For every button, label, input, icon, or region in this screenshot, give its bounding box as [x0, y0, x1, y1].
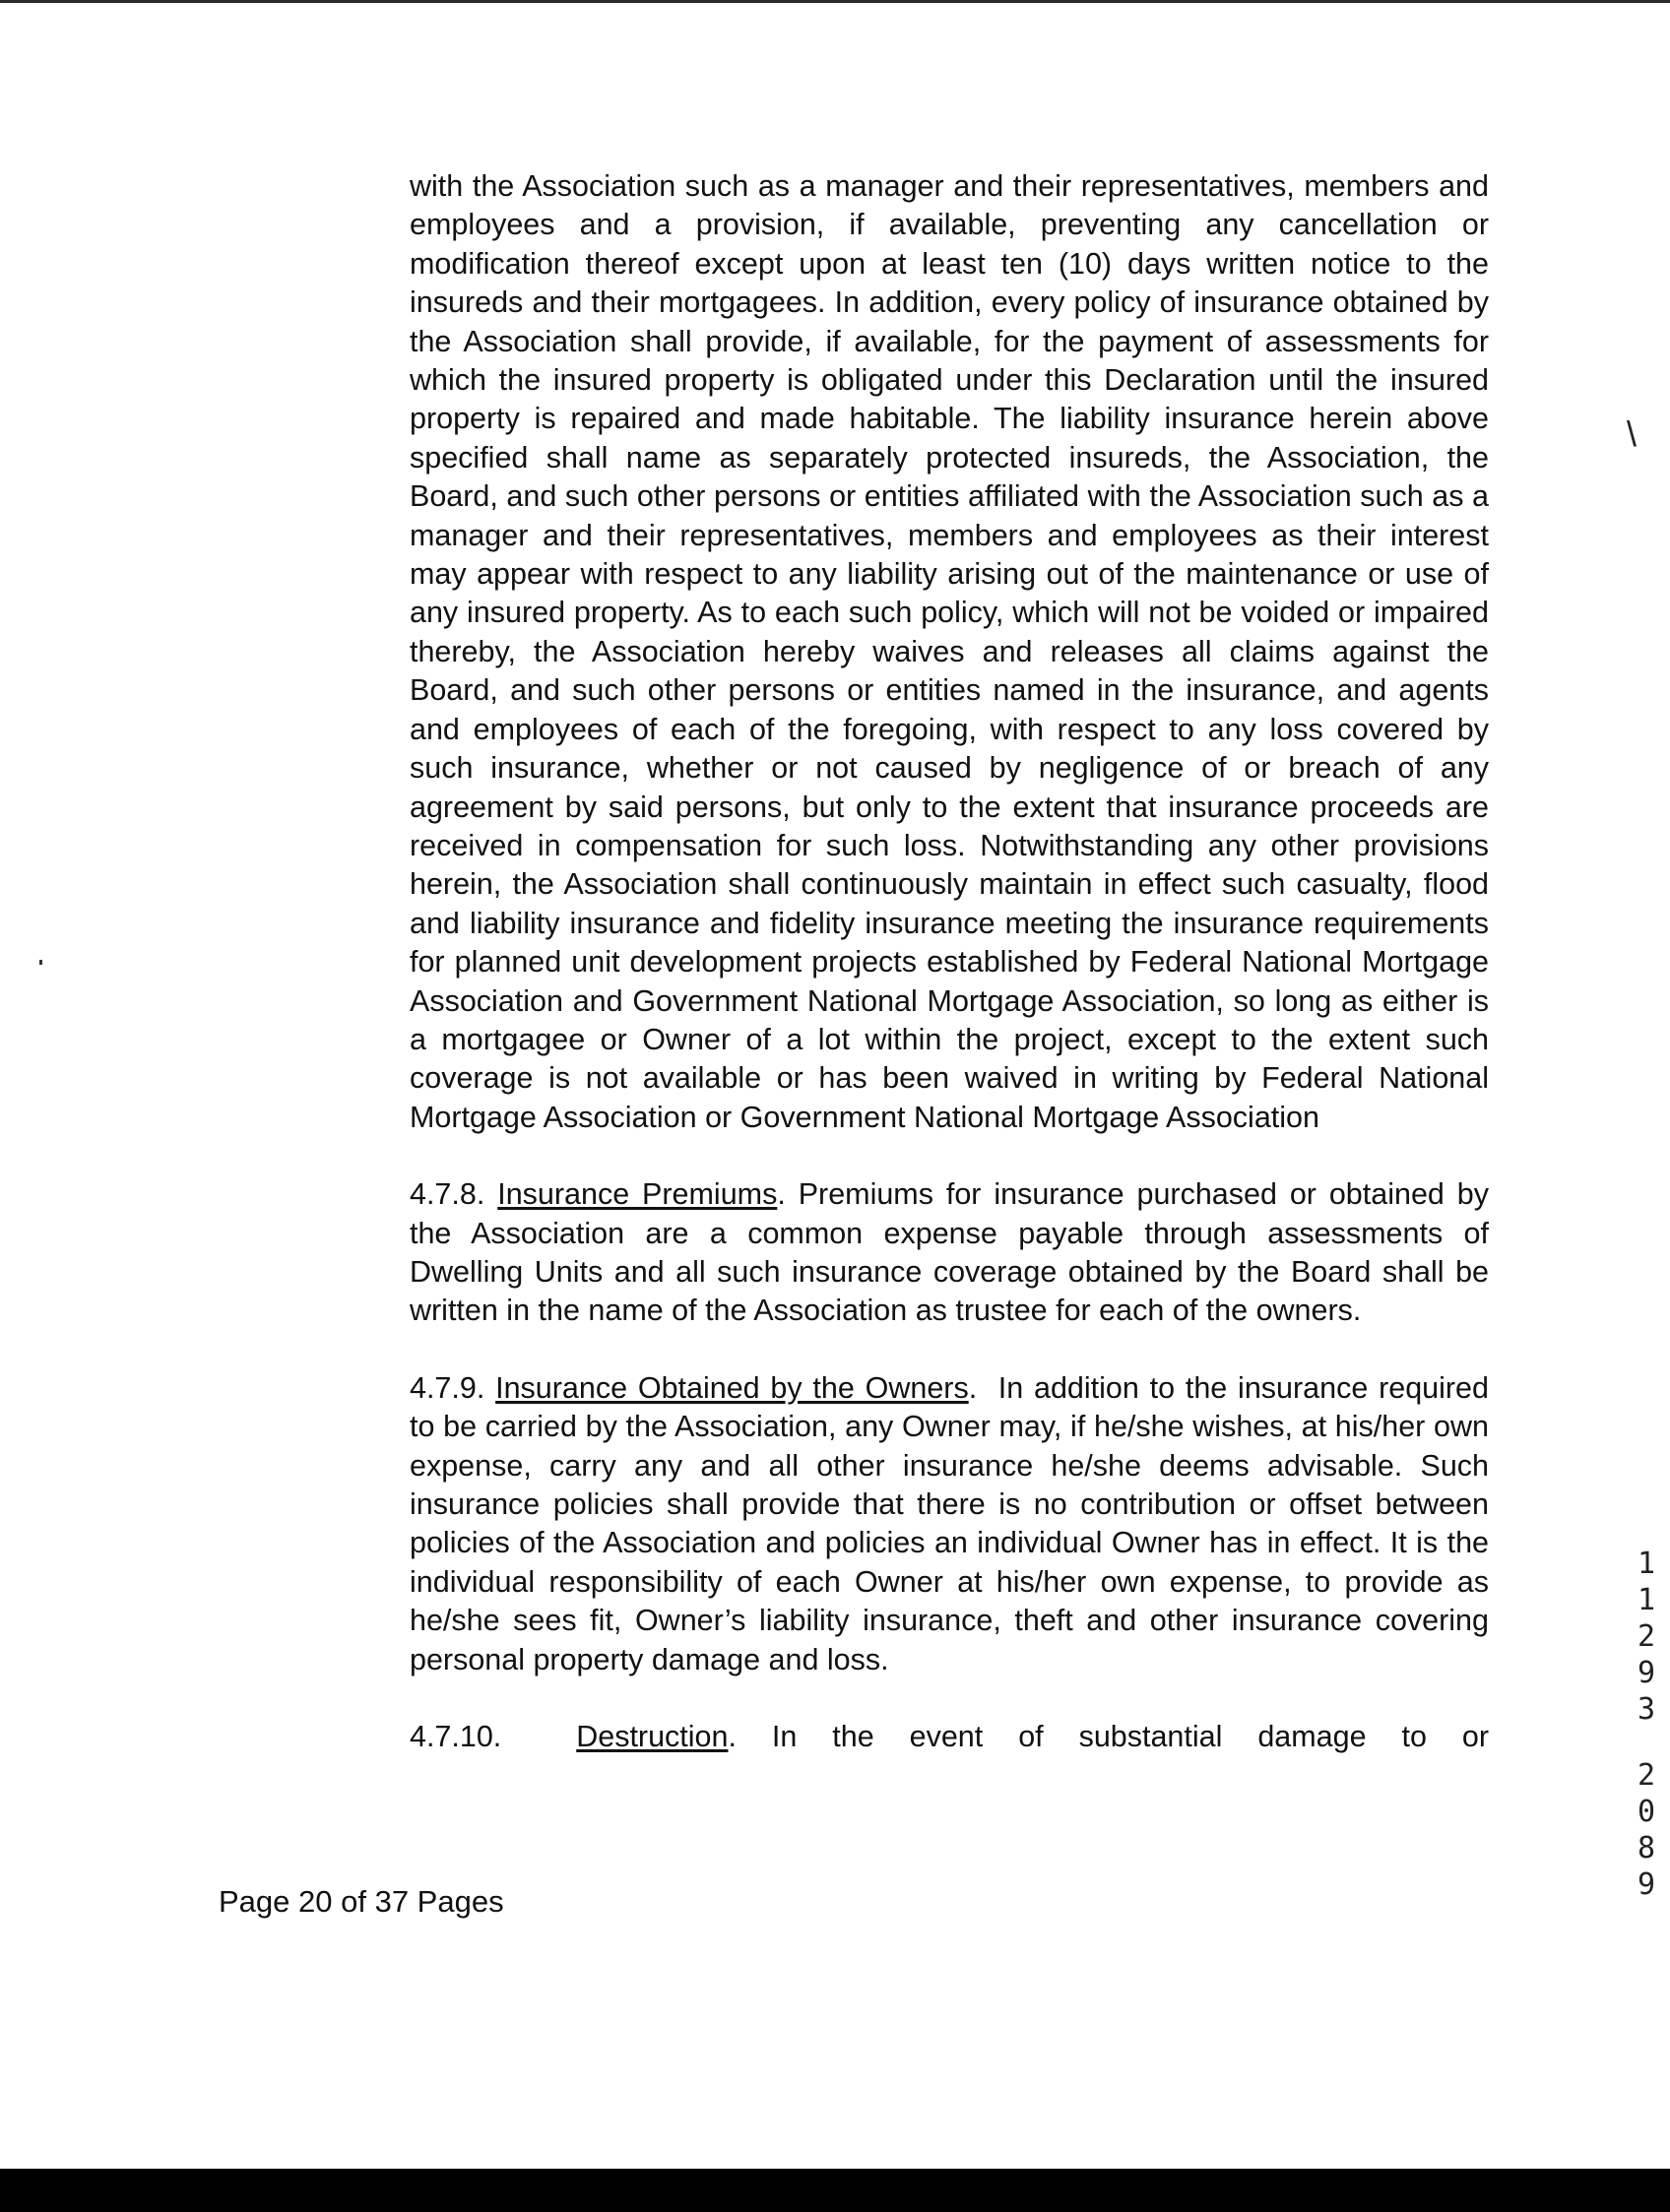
section-word: to — [1401, 1720, 1427, 1754]
stamp-digit: 9 — [1637, 1656, 1656, 1690]
stamp-digit: 2 — [1637, 1758, 1656, 1793]
section-4-7-8: 4.7.8. Insurance Premiums. Premiums for insurance purchased or obtained by the Association are a common expense payable through assessments of Dwelling Units and all such insurance coverage obtained by the Board shall be written in the name of the Association as trustee for each of the owners. — [410, 1177, 1489, 1328]
margin-slash-mark: \ — [1627, 413, 1638, 454]
stamp-digit: 1 — [1637, 1583, 1656, 1617]
paragraph-insurance-continued: with the Association such as a manager and their representatives, members and employees and a provision, if available, preventing any cancellation or modification thereof except upon at least ten (10) days written notice to the insureds and their mortgagees. In addition, every policy of insurance obtained by the Association shall provide, if available, for the payment of assessments for which the insured property is obligated under this Declaration until the insured property is repaired and made habitable. The liability insurance herein above specified shall name as separately protected insureds, the Association, the Board, and such other persons or entities affiliated with the Association such as a manager and their representatives, members and employees as their interest may appear with respect to any liability arising out of the maintenance or use of any insured property. As to each such policy, which will not be voided or impaired thereby, the Association hereby waives and releases all claims against the Board, and such other persons or entities named in the insurance, and agents and employees of each of the foregoing, with respect to any loss covered by such insurance, whether or not caused by negligence of or breach of any agreement by said persons, but only to the extent that insurance proceeds are received in compensation for such loss. Notwithstanding any other provisions herein, the Association shall continuously maintain in effect such casualty, flood and liability insurance and fidelity insurance meeting the insurance requirements for planned unit development projects established by Federal National Mortgage Association and Government National Mortgage Association, so long as either is a mortgagee or Owner of a lot within the project, except to the extent such coverage is not available or has been waived in writing by Federal National Mortgage Association or Government National Mortgage Association — [410, 169, 1489, 1134]
stamp-digit: 1 — [1637, 1547, 1656, 1581]
stamp-digit: 9 — [1637, 1867, 1656, 1902]
section-word: of — [1018, 1720, 1044, 1754]
section-word: event — [909, 1720, 984, 1754]
section-heading: Insurance Premiums — [497, 1177, 778, 1212]
section-4-7-9: 4.7.9. Insurance Obtained by the Owners. In addition to the insurance required to be carried by the Association, any Owner may, if he/she wishes, at his/her own expense, carry any and all other insurance he/she deems advisable. Such insurance policies shall provide that there is no contribution or offset between policies of the Association and policies an individual Owner has in effect. It is the individual responsibility of each Owner at his/her own expense, to provide as he/she sees fit, Owner’s liability insurance, theft and other insurance covering personal property damage and loss. — [410, 1370, 1489, 1676]
stamp-digit: 0 — [1637, 1795, 1656, 1829]
stamp-gap — [1633, 1728, 1660, 1757]
section-word: In — [771, 1720, 798, 1754]
section-number: 4.7.9. — [410, 1370, 485, 1405]
stamp-digit: 8 — [1637, 1831, 1656, 1865]
scan-edge-bottom — [0, 2169, 1670, 2212]
section-word: or — [1461, 1720, 1489, 1754]
section-number: 4.7.10. — [410, 1720, 502, 1754]
body-text — [410, 167, 1489, 1756]
scan-edge-top — [0, 0, 1670, 3]
stamp-digit: 3 — [1637, 1692, 1656, 1727]
stamp-digit: 2 — [1637, 1619, 1656, 1654]
margin-dot-mark — [39, 960, 42, 965]
recording-number-stamp — [1633, 1546, 1660, 1903]
section-heading: Insurance Obtained by the Owners — [495, 1370, 969, 1405]
section-number: 4.7.8. — [410, 1177, 485, 1212]
section-word: damage — [1257, 1720, 1367, 1754]
page-footer: Page 20 of 37 Pages — [219, 1884, 504, 1919]
section-text: Premiums for insurance purchased or obtained by the Association are a common expense payable through assessments of Dwelling Units and all such insurance coverage obtained by the Board shall be written in the name of the Association as trustee for each of the owners. — [410, 1177, 1489, 1328]
section-word: the — [832, 1720, 874, 1754]
section-4-7-10: 4.7.10. Destruction. In the event of substantial damage to or — [410, 1718, 1489, 1756]
section-heading: Destruction — [576, 1720, 729, 1754]
section-text: In addition to the insurance required to be carried by the Association, any Owner may, if he/she wishes, at his/her own expense, carry any and all other insurance he/she deems advisable. Such insurance policies shall provide that there is no contribution or offset between policies of the Association and policies an individual Owner has in effect. It is the individual responsibility of each Owner at his/her own expense, to provide as he/she sees fit, Owner’s liability insurance, theft and other insurance covering personal property damage and loss. — [410, 1370, 1489, 1676]
section-word: substantial — [1078, 1720, 1223, 1754]
